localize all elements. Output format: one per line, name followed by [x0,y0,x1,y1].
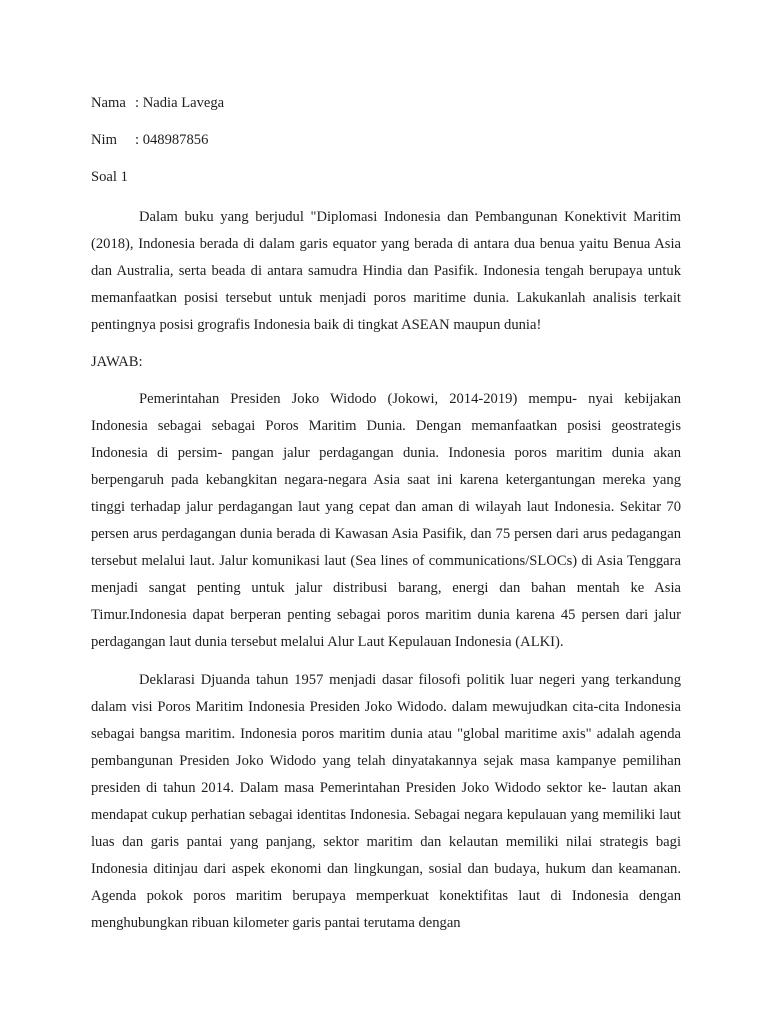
answer-paragraph-2: Deklarasi Djuanda tahun 1957 menjadi dasar filosofi politik luar negeri yang terkandung dalam visi Poros Maritim Indonesia Presiden Joko Widodo. dalam mewujudkan cita-cita Indonesia sebagai bangsa maritim. Indonesia poros maritim dunia atau "global maritime axis" adalah agenda pembangunan Presiden Joko Widodo yang telah dinyatakannya sejak masa kampanye pemilihan presiden di tahun 2014. Dalam masa Pemerintahan Presiden Joko Widodo sektor ke- lautan akan mendapat cukup perhatian sebagai identitas Indonesia. Sebagai negara kepulauan yang memiliki laut luas dan garis pantai yang panjang, sektor maritim dan kelautan memiliki nilai strategis bagi Indonesia ditinjau dari aspek ekonomi dan lingkungan, sosial dan budaya, hukum dan keamanan. Agenda pokok poros maritim berupaya memperkuat konektifitas laut di Indonesia dengan menghubungkan ribuan kilometer garis pantai terutama dengan [91,672,681,931]
nim-value: : 048987856 [135,132,209,148]
document-page [91,92,681,948]
answer-heading: JAWAB: [91,354,143,370]
question-heading: Soal 1 [91,169,128,185]
name-value: : Nadia Lavega [135,95,225,111]
name-label: Nama [91,95,126,111]
name-line [91,92,681,115]
nim-line [91,129,681,152]
nim-label: Nim [91,132,117,148]
question-paragraph: Dalam buku yang berjudul "Diplomasi Indonesia dan Pembangunan Konektivit Maritim (2018), Indonesia berada di dalam garis equator yang berada di antara dua benua yaitu Benua Asia dan Australia, serta beada di antara samudra Hindia dan Pasifik. Indonesia tengah berupaya untuk memanfaatkan posisi tersebut untuk menjadi poros maritime dunia. Lakukanlah analisis terkait pentingnya posisi grografis Indonesia baik di tingkat ASEAN maupun dunia! [91,209,681,333]
answer-paragraph-1: Pemerintahan Presiden Joko Widodo (Jokowi, 2014-2019) mempu- nyai kebijakan Indonesia sebagai sebagai Poros Maritim Dunia. Dengan memanfaatkan posisi geostrategis Indonesia di persim- pangan jalur perdagangan dunia. Indonesia poros maritim dunia akan berpengaruh pada kebangkitan negara-negara Asia saat ini karena ketergantungan mereka yang tinggi terhadap jalur perdagangan laut yang cepat dan aman di wilayah laut Indonesia. Sekitar 70 persen arus perdagangan dunia berada di Kawasan Asia Pasifik, dan 75 persen dari arus pedagangan tersebut melalui laut. Jalur komunikasi laut (Sea lines of communications/SLOCs) di Asia Tenggara menjadi sangat penting untuk jalur distribusi barang, energi dan bahan mentah ke Asia Timur.Indonesia dapat berperan penting sebagai poros maritim dunia karena 45 persen dari jalur perdagangan laut dunia tersebut melalui Alur Laut Kepulauan Indonesia (ALKI). [91,391,681,650]
